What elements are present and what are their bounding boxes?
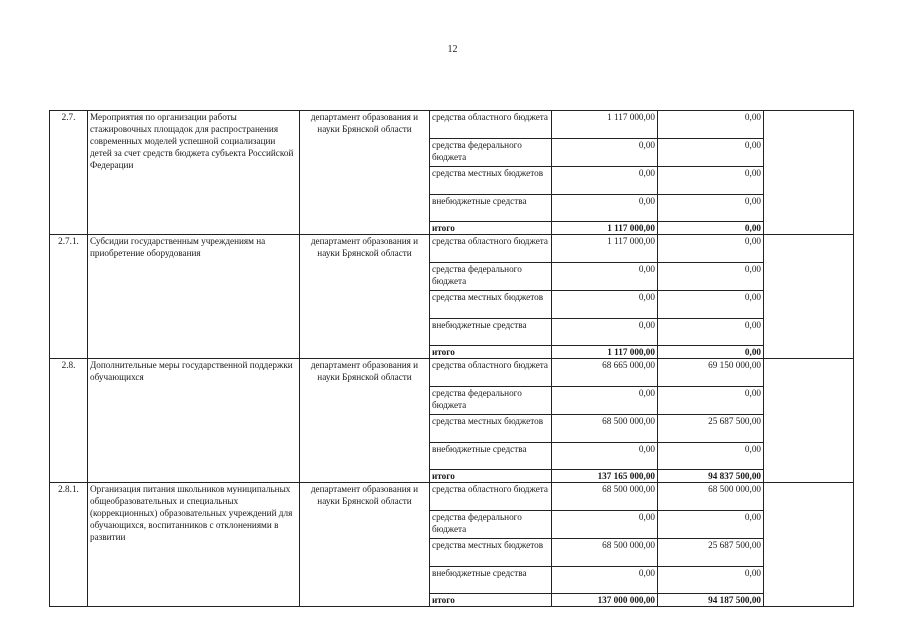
value-col-2: 0,00 — [658, 387, 764, 415]
total-value-2: 94 837 500,00 — [658, 470, 764, 483]
total-value-1: 1 117 000,00 — [552, 346, 658, 359]
total-label: итого — [430, 346, 552, 359]
extra-column — [764, 111, 854, 235]
value-col-1: 0,00 — [552, 263, 658, 291]
item-name: Организация питания школьников муниципальных общеобразовательных и специальных (коррекционных) образовательных учреждений для обучающихся, воспитанников с отклонениями в развитии — [88, 483, 300, 607]
item-number: 2.7. — [50, 111, 88, 235]
value-col-2: 0,00 — [658, 195, 764, 222]
value-col-1: 0,00 — [552, 443, 658, 470]
funding-source: средства федерального бюджета — [430, 387, 552, 415]
value-col-1: 0,00 — [552, 167, 658, 195]
value-col-2: 69 150 000,00 — [658, 359, 764, 387]
item-executor: департамент образования и науки Брянской области — [300, 235, 430, 359]
total-value-1: 137 000 000,00 — [552, 594, 658, 607]
extra-column — [764, 235, 854, 359]
table-row — [50, 235, 854, 263]
value-col-1: 1 117 000,00 — [552, 235, 658, 263]
total-label: итого — [430, 470, 552, 483]
table-row — [50, 483, 854, 511]
funding-source: средства федерального бюджета — [430, 263, 552, 291]
value-col-1: 0,00 — [552, 139, 658, 167]
value-col-1: 0,00 — [552, 567, 658, 594]
value-col-2: 0,00 — [658, 263, 764, 291]
value-col-2: 0,00 — [658, 167, 764, 195]
value-col-1: 0,00 — [552, 387, 658, 415]
item-executor: департамент образования и науки Брянской области — [300, 483, 430, 607]
value-col-1: 68 500 000,00 — [552, 539, 658, 567]
funding-source: средства областного бюджета — [430, 483, 552, 511]
value-col-2: 0,00 — [658, 111, 764, 139]
value-col-1: 1 117 000,00 — [552, 111, 658, 139]
total-value-1: 1 117 000,00 — [552, 222, 658, 235]
value-col-1: 68 665 000,00 — [552, 359, 658, 387]
total-value-1: 137 165 000,00 — [552, 470, 658, 483]
value-col-2: 0,00 — [658, 319, 764, 346]
value-col-2: 25 687 500,00 — [658, 415, 764, 443]
value-col-1: 0,00 — [552, 195, 658, 222]
section-2-7 — [50, 111, 854, 235]
value-col-1: 0,00 — [552, 291, 658, 319]
total-label: итого — [430, 222, 552, 235]
funding-source: средства местных бюджетов — [430, 167, 552, 195]
value-col-2: 0,00 — [658, 291, 764, 319]
section-2-7-1 — [50, 235, 854, 359]
value-col-2: 0,00 — [658, 443, 764, 470]
funding-source: средства федерального бюджета — [430, 139, 552, 167]
funding-source: внебюджетные средства — [430, 195, 552, 222]
item-number: 2.8.1. — [50, 483, 88, 607]
item-name: Субсидии государственным учреждениям на приобретение оборудования — [88, 235, 300, 359]
funding-source: средства местных бюджетов — [430, 539, 552, 567]
extra-column — [764, 359, 854, 483]
item-executor: департамент образования и науки Брянской области — [300, 359, 430, 483]
value-col-2: 25 687 500,00 — [658, 539, 764, 567]
total-value-2: 0,00 — [658, 346, 764, 359]
total-value-2: 0,00 — [658, 222, 764, 235]
value-col-1: 68 500 000,00 — [552, 483, 658, 511]
item-number: 2.8. — [50, 359, 88, 483]
value-col-2: 0,00 — [658, 139, 764, 167]
value-col-2: 0,00 — [658, 511, 764, 539]
item-executor: департамент образования и науки Брянской области — [300, 111, 430, 235]
value-col-1: 0,00 — [552, 511, 658, 539]
funding-source: средства областного бюджета — [430, 359, 552, 387]
funding-source: средства федерального бюджета — [430, 511, 552, 539]
item-name: Мероприятия по организации работы стажировочных площадок для распространения современных моделей успешной социализации детей за счет средств бюджета субъекта Российской Федерации — [88, 111, 300, 235]
table-row — [50, 111, 854, 139]
funding-source: средства областного бюджета — [430, 235, 552, 263]
funding-source: внебюджетные средства — [430, 443, 552, 470]
funding-source: средства областного бюджета — [430, 111, 552, 139]
total-label: итого — [430, 594, 552, 607]
extra-column — [764, 483, 854, 607]
funding-source: внебюджетные средства — [430, 567, 552, 594]
value-col-2: 68 500 000,00 — [658, 483, 764, 511]
table-row — [50, 359, 854, 387]
section-2-8-1 — [50, 483, 854, 607]
item-number: 2.7.1. — [50, 235, 88, 359]
page-number: 12 — [447, 44, 458, 55]
budget-table — [49, 110, 854, 607]
section-2-8 — [50, 359, 854, 483]
funding-source: средства местных бюджетов — [430, 415, 552, 443]
item-name: Дополнительные меры государственной поддержки обучающихся — [88, 359, 300, 483]
funding-source: внебюджетные средства — [430, 319, 552, 346]
funding-source: средства местных бюджетов — [430, 291, 552, 319]
value-col-1: 68 500 000,00 — [552, 415, 658, 443]
value-col-2: 0,00 — [658, 235, 764, 263]
value-col-1: 0,00 — [552, 319, 658, 346]
value-col-2: 0,00 — [658, 567, 764, 594]
total-value-2: 94 187 500,00 — [658, 594, 764, 607]
